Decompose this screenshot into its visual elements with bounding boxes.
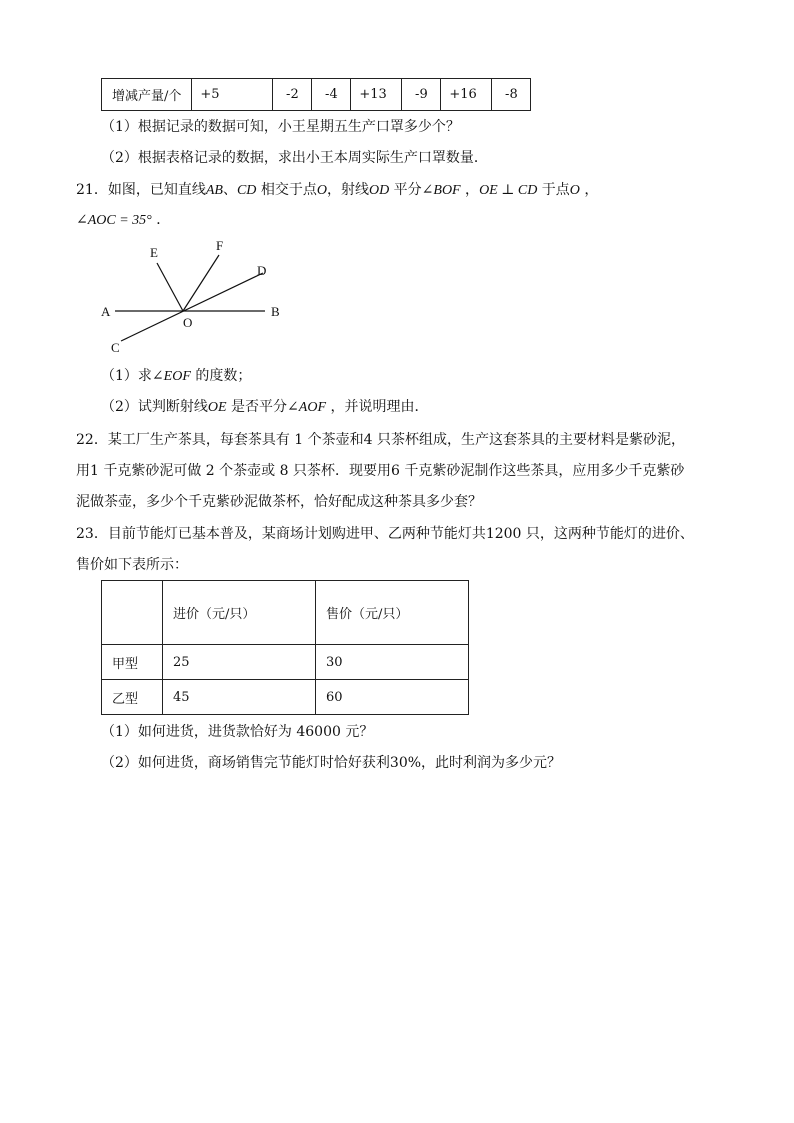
table-cell: -4 [312, 79, 351, 111]
ray-oe [157, 263, 183, 311]
row-label: 增减产量/个 [102, 79, 192, 111]
price-table [101, 580, 469, 715]
q23-sub2: （2）如何进货，商场销售完节能灯时恰好获利30%，此时利润为多少元？ [101, 755, 562, 771]
header-cell: 售价（元/只） [316, 581, 469, 645]
q21-stem-line1 [76, 180, 598, 201]
table-cell: +16 [441, 79, 492, 111]
math-ab: AB [205, 183, 223, 198]
label-f: F [216, 238, 224, 253]
text-span: 、 [222, 182, 237, 198]
math-oe: OE [207, 400, 227, 415]
q23-line1: 23．目前节能灯已基本普及，某商场计划购进甲、乙两种节能灯共1200 只，这两种节能灯的进价、 [76, 526, 694, 542]
math-cd: CD [236, 183, 257, 198]
label-d: D [257, 263, 267, 278]
text-span: ， [460, 182, 480, 198]
math-o: O [569, 183, 580, 198]
math-angle-bof: ∠BOF [421, 183, 461, 198]
q23-line2: 售价如下表所示： [76, 557, 188, 573]
q20-sub1: （1）根据记录的数据可知，小王星期五生产口罩多少个？ [101, 119, 460, 135]
q23-sub1: （1）如何进货，进货款恰好为 46000 元？ [101, 724, 374, 740]
text-span: 21．如图，已知直线 [76, 182, 206, 198]
header-cell: 进价（元/只） [163, 581, 316, 645]
label-c: C [111, 340, 120, 355]
header-cell [102, 581, 163, 645]
text-span: ，射线 [326, 182, 369, 198]
table-row [102, 79, 531, 111]
table-cell: 25 [163, 645, 316, 680]
text-span: ，并说明理由． [326, 399, 429, 415]
math-angle-aoc: ∠AOC = 35° [76, 213, 152, 228]
q21-sub1 [101, 366, 251, 387]
table-cell: -8 [492, 79, 531, 111]
table-cell: -2 [273, 79, 312, 111]
table-cell: 60 [316, 680, 469, 715]
text-span: （1）求 [101, 368, 152, 384]
label-b: B [271, 304, 280, 319]
q22-line2: 用1 千克紫砂泥可做 2 个茶壶或 8 只茶杯．现要用6 千克紫砂泥制作这些茶具，应用多少千克紫砂 [76, 463, 685, 479]
text-span: 相交于点 [256, 182, 317, 198]
table-cell: +5 [192, 79, 273, 111]
text-span: 于点 [537, 182, 570, 198]
table-header-row [102, 581, 469, 645]
text-span: 平分 [389, 182, 422, 198]
math-o: O [316, 183, 327, 198]
production-table [101, 78, 531, 111]
math-oe-perp-cd: OE ⊥ CD [479, 183, 538, 198]
math-angle-eof: ∠EOF [151, 369, 191, 384]
table-cell: -9 [402, 79, 441, 111]
q20-sub2: （2）根据表格记录的数据，求出小王本周实际生产口罩数量． [101, 150, 488, 166]
label-o: O [183, 315, 193, 330]
table-row [102, 680, 469, 715]
table-cell: 甲型 [102, 645, 163, 680]
math-angle-aof: ∠AOF [287, 400, 326, 415]
text-span: 是否平分 [226, 399, 288, 415]
q22-line3: 泥做茶壶，多少个千克紫砂泥做茶杯，恰好配成这种茶具多少套？ [76, 494, 482, 510]
table-cell: 30 [316, 645, 469, 680]
line-cd [121, 273, 263, 341]
table-cell: +13 [351, 79, 402, 111]
label-e: E [150, 245, 158, 260]
table-cell: 45 [163, 680, 316, 715]
label-a: A [101, 304, 111, 319]
q21-stem-line2 [76, 210, 170, 231]
q22-line1: 22．某工厂生产茶具，每套茶具有 1 个茶壶和4 只茶杯组成，生产这套茶具的主要材料是紫砂泥， [76, 432, 685, 448]
text-span: ， [579, 182, 599, 198]
geometry-figure [95, 235, 295, 360]
table-row [102, 645, 469, 680]
q21-sub2 [101, 397, 428, 418]
table-cell: 乙型 [102, 680, 163, 715]
text-span: ． [151, 212, 171, 228]
math-od: OD [368, 183, 390, 198]
text-span: （2）试判断射线 [101, 399, 208, 415]
text-span: 的度数； [190, 368, 252, 384]
